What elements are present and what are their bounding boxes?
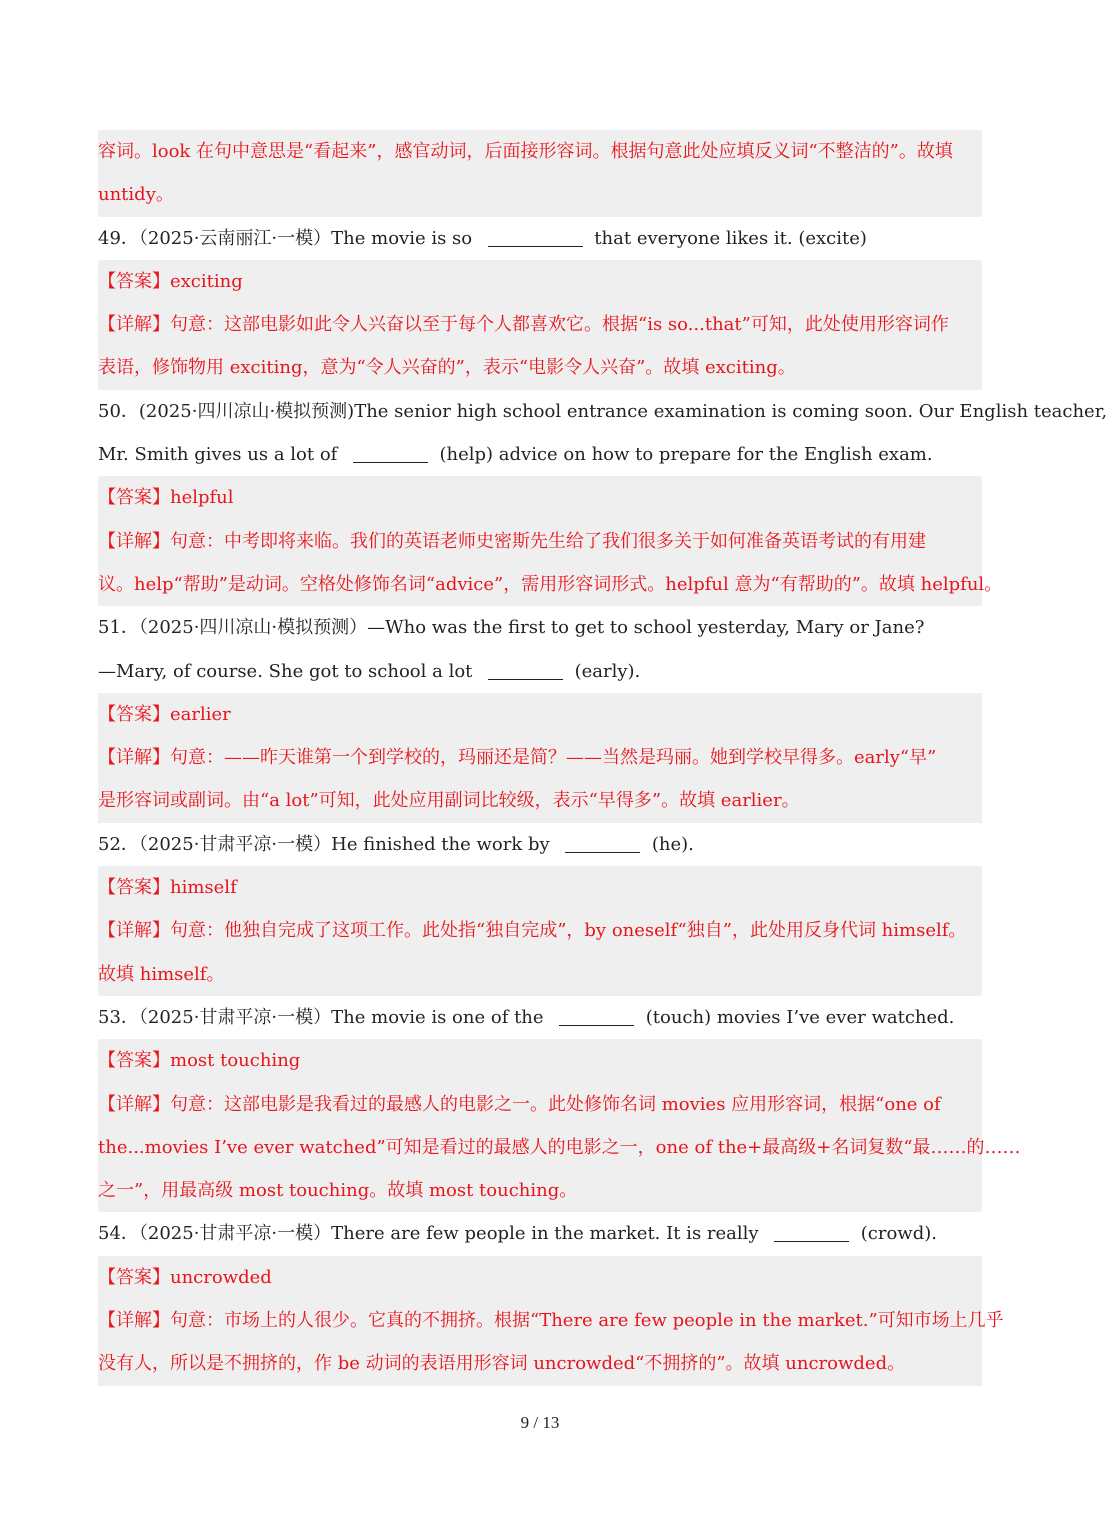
question-line (98, 650, 982, 693)
question-text-after-blank: (he). (640, 833, 694, 855)
line-text: 【详解】句意：这部电影是我看过的最感人的电影之一。此处修饰名词 movies 应用形容词，根据“one of (98, 1093, 941, 1115)
answer-blank (565, 834, 640, 853)
question-line (98, 823, 982, 866)
answer-blank (353, 444, 428, 463)
question-text: 51．（2025·四川凉山·模拟预测）—Who was the first to get to school yesterday, Mary or Jane? (98, 617, 925, 639)
line-text: 【答案】helpful (98, 487, 234, 509)
question-text: —Mary, of course. She got to school a lot (98, 660, 479, 682)
line-text: 是形容词或副词。由“a lot”可知，此处应用副词比较级，表示“早得多”。故填 earlier。 (98, 790, 800, 812)
answer-line (98, 693, 982, 736)
line-text: 议。help“帮助”是动词。空格处修饰名词“advice”，需用形容词形式。helpful 意为“有帮助的”。故填 helpful。 (98, 573, 1003, 595)
line-text: 【答案】himself (98, 877, 237, 899)
answer-line (98, 476, 982, 519)
answer-line (98, 866, 982, 909)
explanation-line (98, 303, 982, 346)
explanation-line (98, 130, 982, 173)
answer-blank (774, 1223, 849, 1242)
question-line (98, 433, 982, 476)
page-number: 9 / 13 (520, 1413, 560, 1432)
line-text: 没有人，所以是不拥挤的，作 be 动词的表语用形容词 uncrowded“不拥挤的”。故填 uncrowded。 (98, 1353, 906, 1375)
answer-line (98, 260, 982, 303)
explanation-line (98, 1169, 982, 1212)
line-text: 【答案】exciting (98, 270, 243, 292)
explanation-line (98, 563, 1003, 606)
line-text: 【答案】uncrowded (98, 1266, 272, 1288)
line-text: 【答案】earlier (98, 703, 231, 725)
question-text: 50．(2025·四川凉山·模拟预测)The senior high school entrance examination is coming soon. Our English teacher, (98, 400, 1107, 422)
explanation-line (98, 779, 982, 822)
explanation-line (98, 173, 982, 216)
question-text: 54．（2025·甘肃平凉·一模）There are few people in the market. It is really (98, 1223, 765, 1245)
line-text: 【详解】句意：这部电影如此令人兴奋以至于每个人都喜欢它。根据“is so...that”可知，此处使用形容词作 (98, 314, 949, 336)
line-text: 容词。look 在句中意思是“看起来”，感官动词，后面接形容词。根据句意此处应填反义词“不整洁的”。故填 (98, 141, 953, 162)
line-text: 【详解】句意：市场上的人很少。它真的不拥挤。根据“There are few people in the market.”可知市场上几乎 (98, 1310, 1004, 1332)
question-line (98, 217, 982, 260)
question-text: 52．（2025·甘肃平凉·一模）He finished the work by (98, 833, 556, 855)
question-text-after-blank: (crowd). (849, 1223, 937, 1245)
explanation-line (98, 736, 982, 779)
answer-blank (488, 661, 563, 680)
question-line (98, 996, 982, 1039)
answer-line (98, 1256, 982, 1299)
line-text: 【详解】句意：——昨天谁第一个到学校的，玛丽还是简？——当然是玛丽。她到学校早得多。early“早” (98, 747, 937, 769)
question-text-after-blank: (early). (563, 660, 641, 682)
line-text: 故填 himself。 (98, 963, 225, 985)
line-text: the...movies I’ve ever watched”可知是看过的最感人的电影之一，one of the+最高级+名词复数“最……的…… (98, 1136, 1021, 1158)
question-text: 49．（2025·云南丽江·一模）The movie is so (98, 227, 478, 249)
explanation-line (98, 1126, 1021, 1169)
explanation-line (98, 953, 982, 996)
line-text: 【详解】句意：他独自完成了这项工作。此处指“独自完成”，by oneself“独自”，此处用反身代词 himself。 (98, 920, 967, 942)
line-text: 表语，修饰物用 exciting，意为“令人兴奋的”，表示“电影令人兴奋”。故填 exciting。 (98, 357, 796, 379)
explanation-line (98, 1299, 1004, 1342)
line-text: 【详解】句意：中考即将来临。我们的英语老师史密斯先生给了我们很多关于如何准备英语考试的有用建 (98, 530, 926, 552)
question-text: Mr. Smith gives us a lot of (98, 444, 344, 466)
question-line (98, 606, 982, 649)
explanation-line (98, 346, 982, 389)
line-text: 之一”，用最高级 most touching。故填 most touching。 (98, 1180, 578, 1202)
explanation-line (98, 520, 982, 563)
question-text-after-blank: (touch) movies I’ve ever watched. (634, 1006, 955, 1028)
line-text: untidy。 (98, 184, 174, 206)
question-line (98, 390, 1107, 433)
question-text-after-blank: that everyone likes it. (excite) (582, 227, 867, 249)
question-text: 53．（2025·甘肃平凉·一模）The movie is one of the (98, 1006, 550, 1028)
question-line (98, 1212, 982, 1255)
explanation-line (98, 909, 982, 952)
answer-blank (559, 1007, 634, 1026)
line-text: 【答案】most touching (98, 1050, 301, 1072)
answer-line (98, 1039, 982, 1082)
explanation-line (98, 1342, 982, 1385)
explanation-line (98, 1083, 982, 1126)
document-content (98, 130, 1107, 1386)
question-text-after-blank: (help) advice on how to prepare for the English exam. (428, 444, 933, 466)
answer-blank (488, 228, 583, 247)
